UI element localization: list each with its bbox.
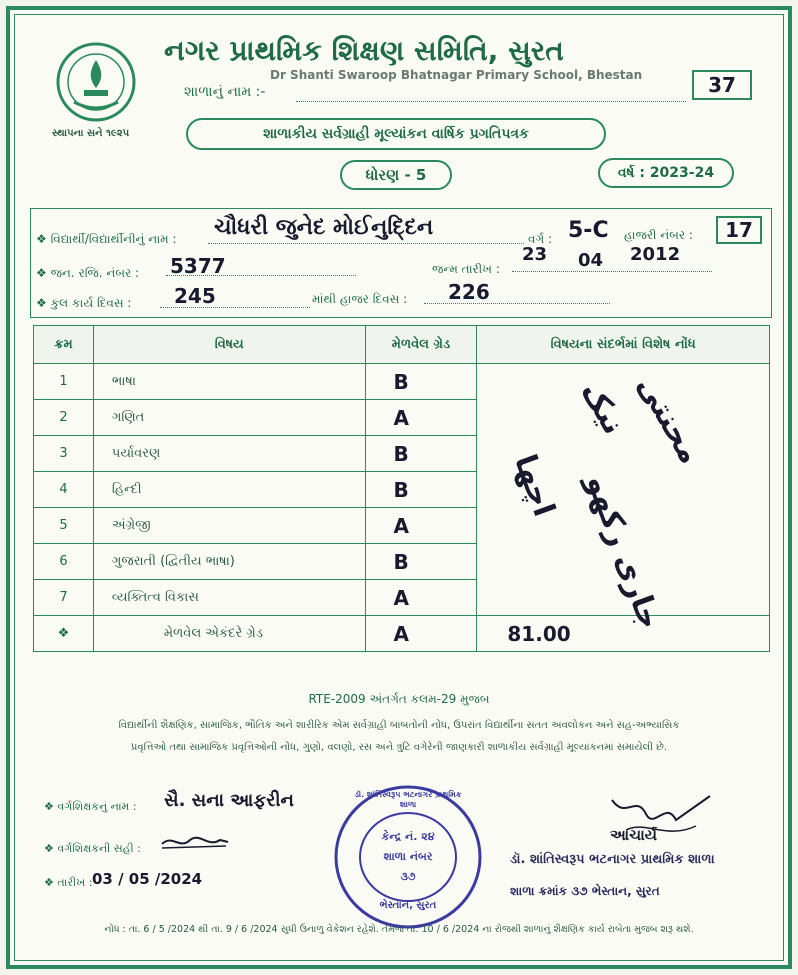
stamp-center-1: કેન્દ્ર નં. ૨૪ [381, 830, 435, 843]
present-label: માંથી હાજર દિવસ : [312, 292, 408, 306]
teacher-signature [160, 832, 230, 852]
date-label: ❖ તારીખ : [44, 876, 93, 889]
remark-achha: اچھا [507, 450, 562, 522]
table-row: 5 અંગ્રેજી A [34, 508, 770, 544]
table-row: 7 વ્યક્તિત્વ વિકાસ A [34, 580, 770, 616]
table-row: 1 ભાષા B [34, 364, 770, 400]
gr-label: ❖ જન. રજિ. નંબર : [36, 266, 140, 280]
roll-label: હાજરી નંબર : [624, 228, 693, 242]
note-para-1: વિદ્યાર્થીની શૈક્ષણિક, સામાજિક, ભૌતિક અને શારીરિક એમ સર્વગ્રાહી બાબતોની નોંધ, ઉપરાંત વિદ્યાર્થીના સતત અવલોકન અને સહ-અભ્યાસિક [118, 720, 680, 731]
standard-badge: ધોરણ - 5 [340, 160, 452, 190]
dob-year: 2012 [630, 244, 681, 265]
org-title: નગર પ્રાથમિક શિક્ષણ સમિતિ, સુરત [164, 34, 564, 67]
stamp-bottom-text: ભેસ્તાન, સુરત [379, 900, 437, 911]
dob-label: જન્મ તારીખ : [432, 262, 500, 276]
principal-title: આચાર્ય [610, 826, 658, 844]
col-header-subject: વિષય [93, 326, 365, 364]
principal-school-sub: શાળા ક્રમાંક ૩૭ ભેસ્તાન, સુરત [510, 884, 660, 898]
col-header-no: ક્રમ [34, 326, 94, 364]
school-number: 37 [692, 70, 752, 100]
sign-label: ❖ વર્ગશિક્ષકની સહી : [44, 842, 141, 855]
roll-number: 17 [716, 216, 762, 244]
student-name: ચૌધરી જુનેદ મોઈનુદ્દિન [214, 215, 434, 240]
total-label: મેળવેલ એકંદરે ગ્રેડ [93, 616, 365, 652]
teacher-name: સૈ. સના આફરીન [164, 790, 294, 811]
class-value: 5-C [568, 218, 609, 243]
total-row: ❖ મેળવેલ એકંદરે ગ્રેડ A 81.00 [34, 616, 770, 652]
teacher-label: ❖ વર્ગશિક્ષકનું નામ : [44, 800, 137, 813]
days-label: ❖ કુલ કાર્ય દિવસ : [36, 296, 132, 310]
col-header-remarks: વિષયના સંદર્ભમાં વિશેષ નોંધ [477, 326, 770, 364]
name-label: ❖ વિદ્યાર્થી/વિદ્યાર્થીનીનું નામ : [36, 232, 177, 246]
stamp-ring-text: ડૉ. શાંતિસ્વરૂપ ભટનાગર પ્રાથમિક શાળા [354, 790, 462, 809]
rte-note: RTE-2009 અંતર્ગત કલમ-29 મુજબ [308, 692, 490, 706]
table-row: 3 પર્યાવરણ B [34, 436, 770, 472]
col-header-grade: મેળવેલ ગ્રેડ [365, 326, 477, 364]
total-grade: A [365, 616, 477, 652]
table-row: 6 ગુજરાતી (દ્વિતીય ભાષા) B [34, 544, 770, 580]
class-label: વર્ગ : [528, 232, 553, 246]
dob-day: 23 [522, 244, 548, 265]
remark-nek: نیک [573, 376, 632, 441]
stamp-center-3: ૩૭ [400, 870, 416, 883]
report-title: શાળાકીય સર્વગ્રાહી મૂલ્યાંકન વાર્ષિક પ્રગતિપત્રક [186, 118, 606, 150]
vacation-note: નોંધ : તા. 6 / 5 /2024 થી તા. 9 / 6 /2024 સુધી ઉનાળુ વેકેશન રહેશે. તેમજ તા. 10 / 6 /2024 ના રોજથી શાળાનું શૈક્ષણિક કાર્ય રાબેતા મુજબ શરૂ થશે. [104, 924, 694, 935]
gr-number: 5377 [170, 254, 226, 278]
samiti-logo [44, 40, 148, 124]
table-row: 4 હિન્દી B [34, 472, 770, 508]
date-value: 03 / 05 /2024 [92, 870, 203, 888]
academic-year: વર્ષ : 2023-24 [598, 158, 734, 188]
total-days: 245 [174, 284, 216, 308]
school-name: Dr Shanti Swaroop Bhatnagar Primary School, Bhestan [270, 68, 643, 82]
school-label: શાળાનું નામ :- [184, 84, 266, 100]
stamp-center-2: શાળા નંબર [383, 850, 433, 863]
logo-caption: સ્થાપના સને ૧૯૨૫ [52, 128, 130, 139]
dob-month: 04 [578, 250, 604, 271]
remark-mehnati: محنتی [629, 370, 708, 470]
present-days: 226 [448, 280, 490, 304]
table-row: 2 ગણિત A [34, 400, 770, 436]
note-para-2: પ્રવૃત્તિઓ તથા સામાજિક પ્રવૃત્તિઓની નોંધ, ગુણો, વલણો, રસ અને ત્રુટિ વગેરેની જાણકારી શાળાકીય સર્વગ્રાહી મૂલ્યાંકનમાં સમાયેલી છે. [130, 742, 668, 753]
principal-school-stamp: ડૉ. શાંતિસ્વરૂપ ભટનાગર પ્રાથમિક શાળા [510, 852, 715, 867]
school-name-line [296, 80, 686, 102]
total-percent: 81.00 [477, 616, 770, 652]
remark-jari: جاری رکھو [579, 470, 668, 634]
